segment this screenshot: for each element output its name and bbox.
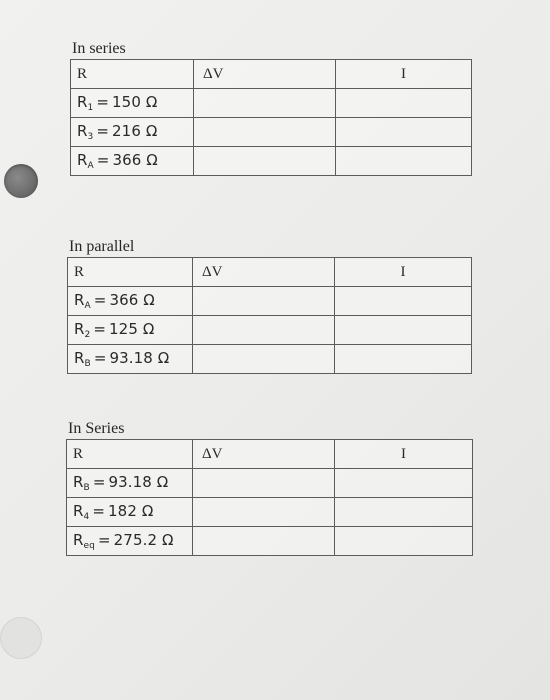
resistor-value: 275.2 Ω bbox=[113, 531, 174, 549]
equals-sign: = bbox=[93, 349, 107, 367]
current-cell[interactable] bbox=[335, 498, 473, 527]
resistor-subscript: eq bbox=[83, 541, 95, 551]
resistor-symbol: R bbox=[74, 320, 85, 338]
resistor-value: 366 Ω bbox=[112, 151, 158, 169]
table-caption: In series bbox=[72, 40, 126, 57]
table-caption: In parallel bbox=[69, 238, 135, 255]
equals-sign: = bbox=[96, 122, 110, 140]
table-row bbox=[71, 147, 472, 176]
current-cell[interactable] bbox=[335, 287, 472, 316]
equals-sign: = bbox=[93, 320, 107, 338]
resistor-symbol: R bbox=[74, 291, 85, 309]
equals-sign: = bbox=[92, 473, 106, 491]
resistor-symbol: R bbox=[77, 93, 88, 111]
resistor-value: 216 Ω bbox=[112, 122, 158, 140]
equals-sign: = bbox=[96, 151, 110, 169]
header-current: I bbox=[336, 60, 472, 89]
current-cell[interactable] bbox=[335, 527, 473, 556]
resistor-subscript: A bbox=[84, 301, 91, 311]
resistor-label bbox=[67, 469, 193, 498]
current-cell[interactable] bbox=[336, 89, 472, 118]
current-cell[interactable] bbox=[335, 316, 472, 345]
equals-sign: = bbox=[97, 531, 111, 549]
resistor-value: 366 Ω bbox=[109, 291, 155, 309]
resistor-subscript: 2 bbox=[84, 330, 91, 340]
table-caption: In Series bbox=[68, 420, 125, 437]
delta-v-cell[interactable] bbox=[193, 287, 335, 316]
header-r: R bbox=[71, 60, 194, 89]
resistor-subscript: A bbox=[87, 161, 94, 171]
delta-v-cell[interactable] bbox=[193, 345, 335, 374]
resistor-subscript: 3 bbox=[87, 132, 94, 142]
resistor-symbol: R bbox=[77, 151, 88, 169]
resistor-symbol: R bbox=[73, 531, 84, 549]
delta-v-cell[interactable] bbox=[193, 316, 335, 345]
table-header-row bbox=[71, 60, 472, 89]
resistor-value: 150 Ω bbox=[112, 93, 158, 111]
table-row bbox=[67, 498, 473, 527]
resistor-value: 125 Ω bbox=[109, 320, 155, 338]
table-row bbox=[68, 287, 472, 316]
resistor-label bbox=[71, 118, 194, 147]
binder-punch-hole bbox=[4, 164, 38, 198]
header-delta-v: ΔV bbox=[194, 60, 336, 89]
header-delta-v: ΔV bbox=[193, 440, 335, 469]
delta-v-cell[interactable] bbox=[193, 498, 335, 527]
header-current: I bbox=[335, 258, 472, 287]
header-delta-v: ΔV bbox=[193, 258, 335, 287]
resistor-label bbox=[68, 316, 193, 345]
resistor-symbol: R bbox=[73, 502, 84, 520]
resistance-table bbox=[66, 439, 473, 556]
series-table-section-1 bbox=[70, 40, 472, 176]
resistor-symbol: R bbox=[77, 122, 88, 140]
table-row bbox=[68, 316, 472, 345]
resistor-label bbox=[71, 147, 194, 176]
resistor-value: 93.18 Ω bbox=[109, 349, 170, 367]
equals-sign: = bbox=[93, 291, 107, 309]
table-header-row bbox=[67, 440, 473, 469]
resistor-subscript: 1 bbox=[87, 103, 94, 113]
series-table-section-2 bbox=[66, 420, 473, 556]
resistor-value: 93.18 Ω bbox=[108, 473, 169, 491]
header-current: I bbox=[335, 440, 473, 469]
header-r: R bbox=[67, 440, 193, 469]
delta-v-cell[interactable] bbox=[194, 89, 336, 118]
resistor-subscript: B bbox=[83, 483, 90, 493]
current-cell[interactable] bbox=[336, 147, 472, 176]
resistor-label bbox=[71, 89, 194, 118]
current-cell[interactable] bbox=[335, 345, 472, 374]
resistor-symbol: R bbox=[73, 473, 84, 491]
resistor-subscript: 4 bbox=[83, 512, 90, 522]
table-header-row bbox=[68, 258, 472, 287]
equals-sign: = bbox=[96, 93, 110, 111]
resistor-label bbox=[67, 527, 193, 556]
resistor-label bbox=[68, 345, 193, 374]
delta-v-cell[interactable] bbox=[193, 469, 335, 498]
table-row bbox=[71, 89, 472, 118]
parallel-table-section bbox=[67, 238, 472, 374]
equals-sign: = bbox=[92, 502, 106, 520]
table-row bbox=[67, 527, 473, 556]
resistance-table bbox=[70, 59, 472, 176]
table-row bbox=[71, 118, 472, 147]
table-row bbox=[67, 469, 473, 498]
delta-v-cell[interactable] bbox=[194, 118, 336, 147]
header-r: R bbox=[68, 258, 193, 287]
resistor-value: 182 Ω bbox=[108, 502, 154, 520]
resistor-label bbox=[68, 287, 193, 316]
current-cell[interactable] bbox=[335, 469, 473, 498]
current-cell[interactable] bbox=[336, 118, 472, 147]
table-row bbox=[68, 345, 472, 374]
delta-v-cell[interactable] bbox=[194, 147, 336, 176]
resistor-label bbox=[67, 498, 193, 527]
resistor-symbol: R bbox=[74, 349, 85, 367]
delta-v-cell[interactable] bbox=[193, 527, 335, 556]
resistor-subscript: B bbox=[84, 359, 91, 369]
corner-seal-mark bbox=[0, 617, 42, 659]
resistance-table bbox=[67, 257, 472, 374]
